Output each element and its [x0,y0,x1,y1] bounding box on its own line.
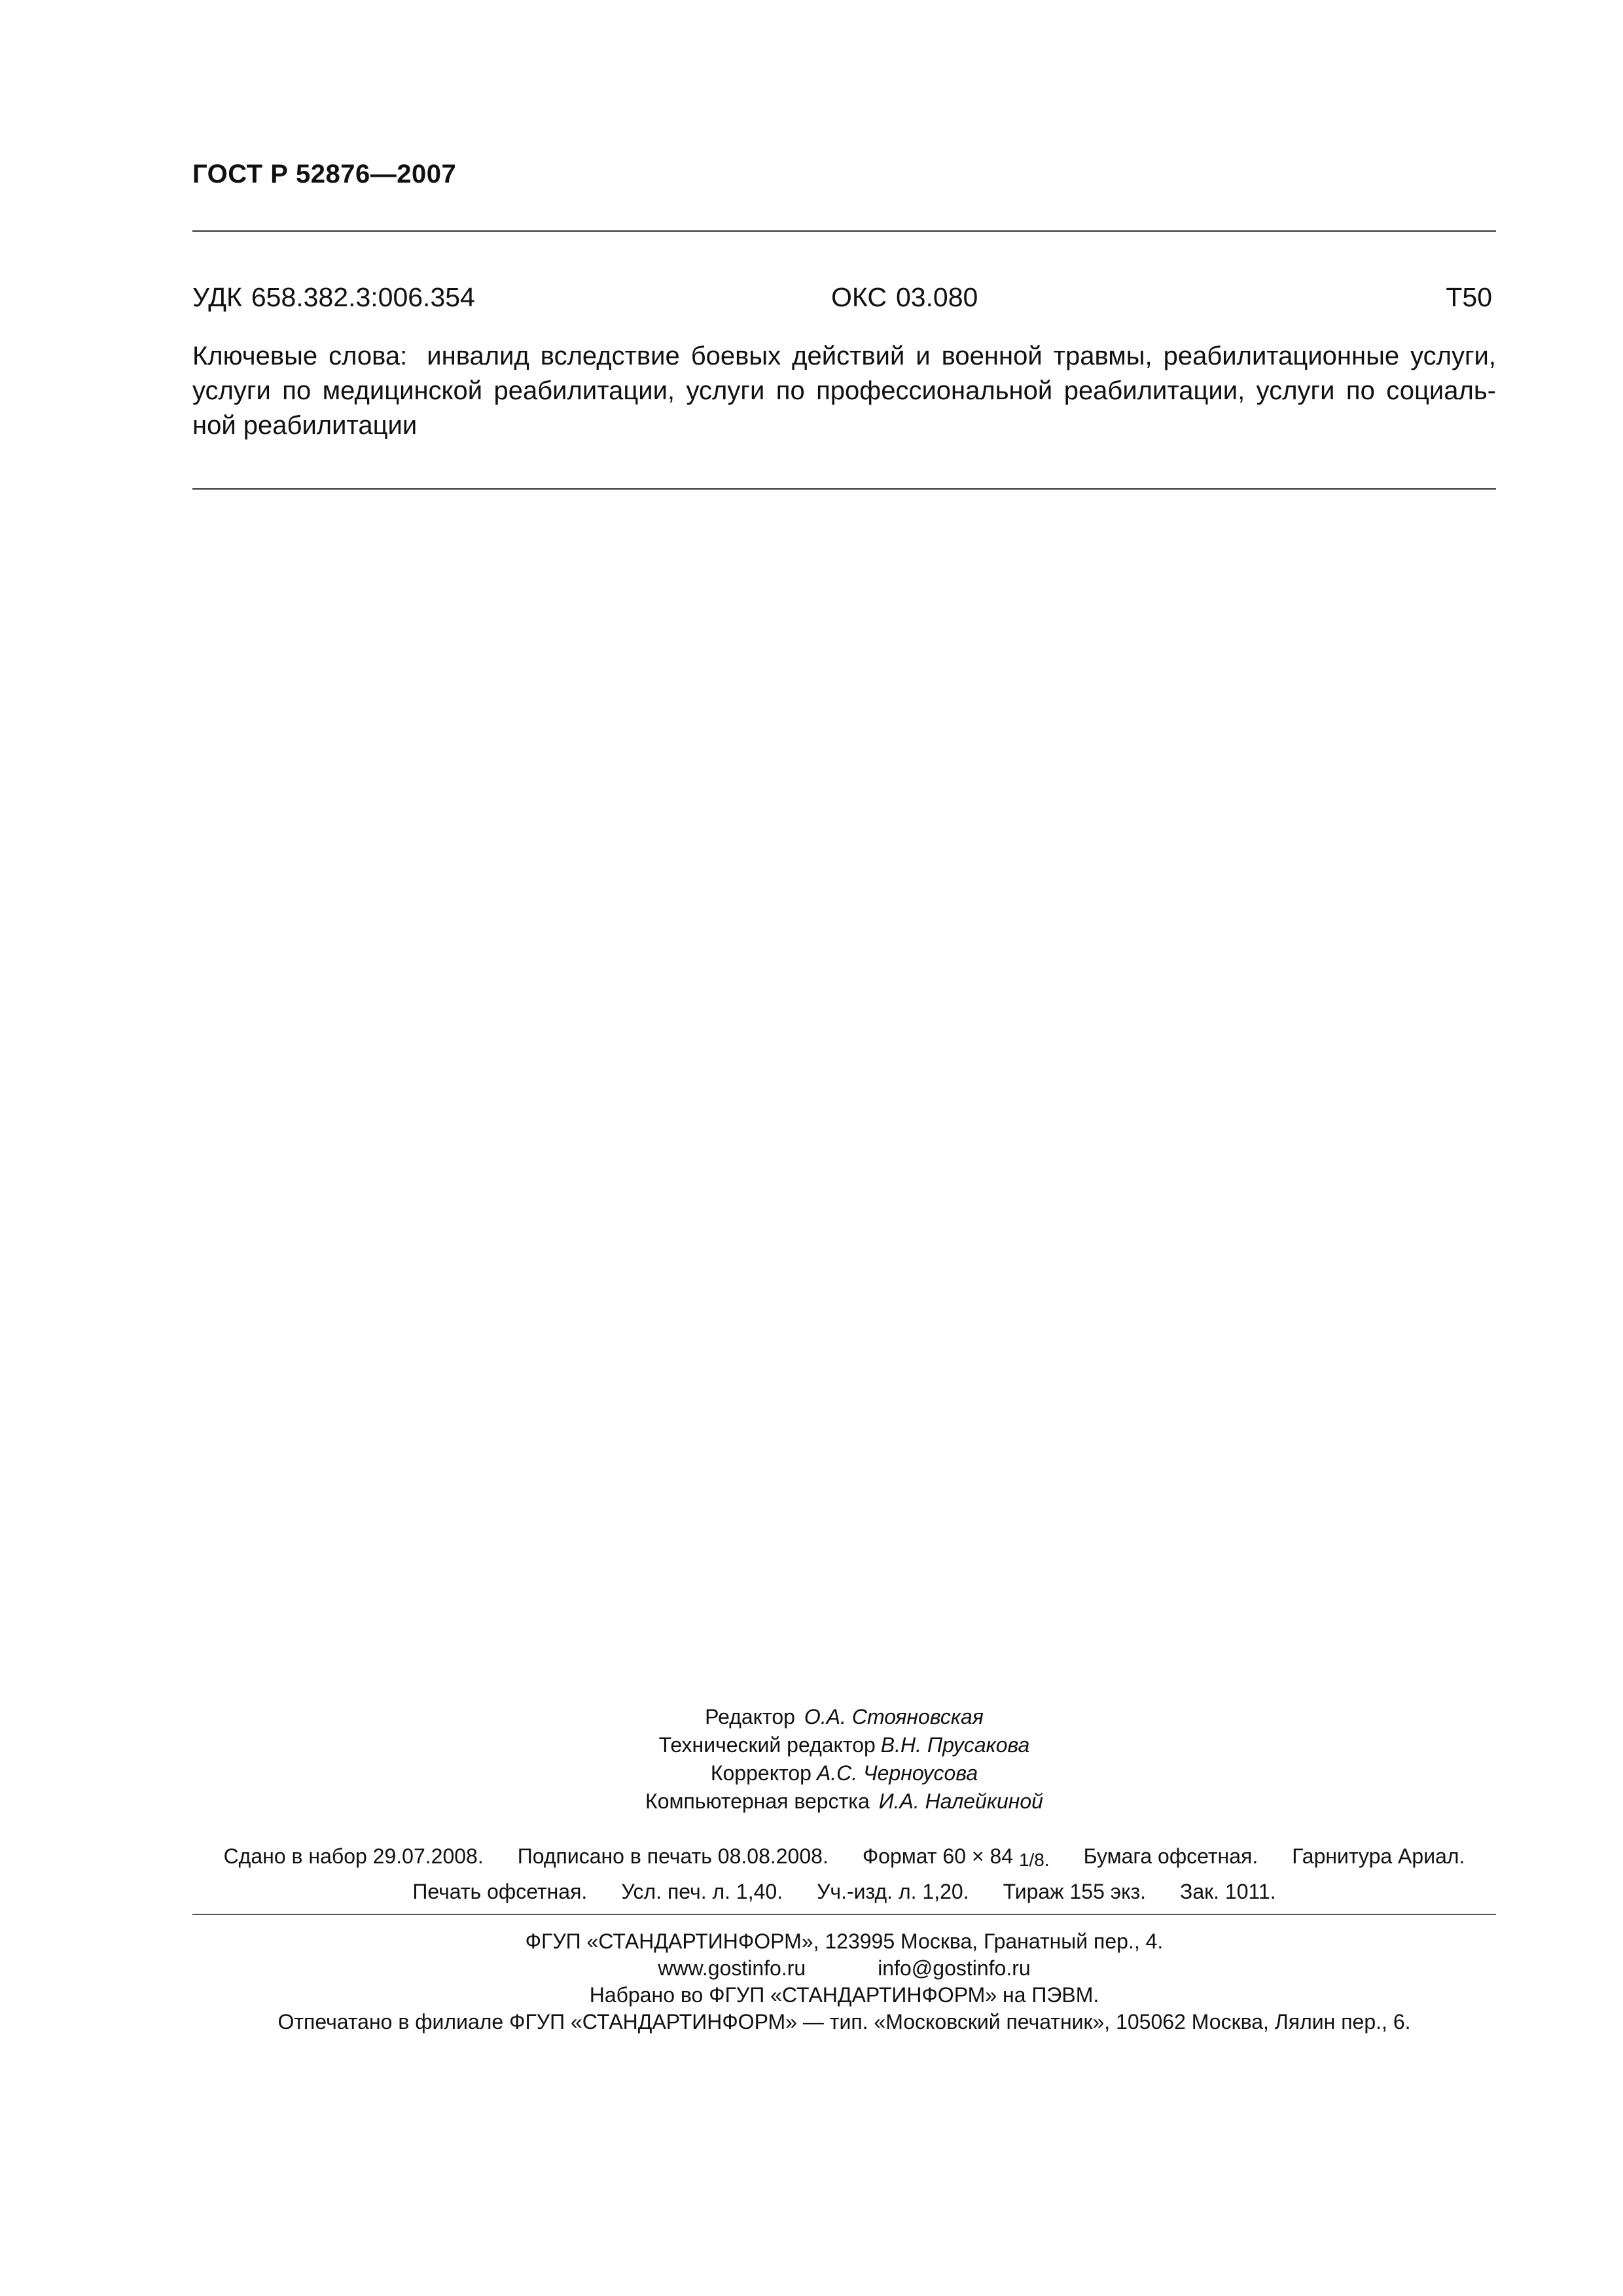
udk-label: УДК [192,282,242,312]
paper-type: Бумага офсетная. [1083,1844,1258,1868]
publisher-block [192,1928,1496,2036]
credit-name: О.А. Стояновская [804,1705,984,1729]
udk-code [192,281,475,313]
publisher-contacts [192,1955,1496,1982]
publisher-website: www.gostinfo.ru [658,1956,806,1980]
typeface: Гарнитура Ариал. [1292,1844,1465,1868]
keywords-block [192,339,1496,443]
order-number: Зак. 1011. [1180,1880,1276,1903]
credit-name: И.А. Налейкиной [878,1789,1043,1813]
conventional-sheets: Усл. печ. л. 1,40. [621,1880,783,1903]
print-info-line-1 [192,1843,1496,1873]
format-fraction: 1/8. [1018,1850,1050,1870]
credit-role: Технический редактор [658,1733,876,1757]
printing-type: Печать офсетная. [412,1880,588,1903]
credit-name: А.С. Черноусова [816,1761,978,1785]
signed-date: Подписано в печать 08.08.2008. [517,1844,829,1868]
publisher-divider [192,1914,1496,1915]
print-info-line-2 [192,1878,1496,1905]
credit-proofreader [192,1759,1496,1787]
keywords-divider [192,488,1496,490]
credit-role: Компьютерная верстка [645,1789,870,1813]
credit-role: Редактор [705,1705,795,1729]
typeset-info: Набрано во ФГУП «СТАНДАРТИНФОРМ» на ПЭВМ. [589,1983,1099,2007]
publisher-address: ФГУП «СТАНДАРТИНФОРМ», 123995 Москва, Гранатный пер., 4. [525,1929,1164,1953]
credit-tech-editor [192,1731,1496,1759]
publishing-sheets: Уч.-изд. л. 1,20. [817,1880,969,1903]
credit-role: Корректор [710,1761,812,1785]
udk-value: 658.382.3:006.354 [251,282,475,312]
document-number: ГОСТ Р 52876—2007 [192,160,457,188]
credit-layout [192,1787,1496,1816]
circulation: Тираж 155 экз. [1003,1880,1146,1903]
submitted-date: Сдано в набор 29.07.2008. [223,1844,484,1868]
top-divider [192,230,1496,232]
group-code: Т50 [1446,282,1492,312]
printed-info: Отпечатано в филиале ФГУП «СТАНДАРТИНФОРМ» — тип. «Московский печатник», 105062 Москва, Лялин пер., 6. [277,2010,1411,2034]
publisher-email: info@gostinfo.ru [878,1956,1031,1980]
oks-code [831,281,978,313]
credit-editor [192,1703,1496,1731]
format [863,1844,1050,1868]
keywords-text: инвалид вследствие боевых действий и военной травмы, реабилитационные услуги, услуги по медицинской реабилитации, услуги по профессиональной реабилитации, услуги по социаль-ной реабилитации [192,342,1497,440]
format-label: Формат 60 × 84 [862,1844,1014,1868]
oks-label: ОКС [831,282,887,312]
keywords-label: Ключевые слова: [192,342,408,370]
credit-name: В.Н. Прусакова [880,1733,1030,1757]
oks-value: 03.080 [895,282,978,312]
credits-block [192,1703,1496,1816]
